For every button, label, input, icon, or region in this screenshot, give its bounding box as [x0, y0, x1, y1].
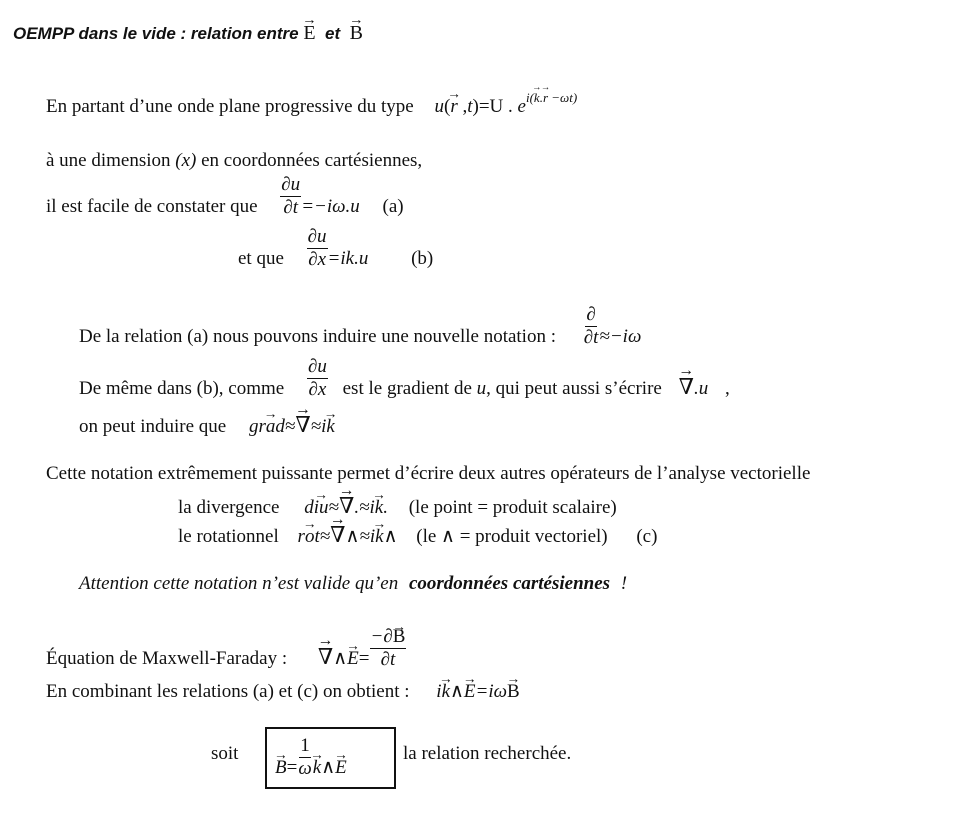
text-line-operators: Cette notation extrêmement puissante permet d’écrire deux autres opérateurs de l’analyse vectorielle — [46, 463, 811, 484]
minus-partial-b-partial-t: $\frac{-\partial\to B}{\partial t}$ — [370, 626, 407, 671]
text-line-relation-a: il est facile de constater que $\frac{\partial u}{\partial t}$ =−iω.u (a) — [46, 174, 404, 218]
text-line-maxwell-faraday: Équation de Maxwell-Faraday : → ∇∧→ E= $\frac{-\partial\to B}{\partial t}$ — [46, 626, 406, 671]
text-line-notation: De la relation (a) nous pouvons induire une nouvelle notation : $\frac{\partial}{\partial t}$ ≈−iω — [79, 304, 642, 348]
text-line-grad: on peut induire que gr→ ad≈→ ∇≈i→ k — [79, 412, 335, 438]
text-line-relation-b: et que $\frac{\partial u}{\partial x}$ =ik.u (b) — [238, 226, 434, 270]
result-formula: → B= $\frac{1}{\omega}$ → k∧→ E — [275, 735, 347, 780]
text-line-rotationnel: le rotationnel r→ ot≈→ ∇∧≈i→ k∧ (le ∧ = produit vectoriel) (c) — [178, 522, 657, 548]
e-vector-symbol: → E — [303, 22, 315, 45]
text-line-dimension: à une dimension (x) en coordonnées cartésiennes, — [46, 150, 423, 171]
page-title: OEMPP dans le vide : relation entre → E et → B — [13, 22, 363, 45]
partial-t-operator: $\frac{\partial}{\partial t}$ — [583, 304, 599, 348]
result-box — [265, 727, 396, 789]
text-line-combination: En combinant les relations (a) et (c) on obtient : i→ k∧→ E=iω→ B — [46, 680, 520, 703]
text-line-attention: Attention cette notation n’est valide qu’en coordonnées cartésiennes ! — [79, 573, 628, 594]
result-label-soit: soit — [211, 743, 239, 764]
text-line-gradient: De même dans (b), comme $\frac{\partial u}{\partial x}$ est le gradient de u, qui peut aussi s’écrire → ∇.u , — [79, 356, 730, 401]
result-label-relation: la relation recherchée. — [403, 743, 572, 764]
text-line-divergence: la divergence d→ iu≈→ ∇.≈i→ k. (le point = produit scalaire) — [178, 493, 617, 519]
partial-u-partial-x-2: $\frac{\partial u}{\partial x}$ — [307, 356, 327, 400]
text-line-wave: En partant d’une onde plane progressive du type u(→ r ,t)=U . $e^{i(\to k.\to r -\omega t)}$ — [46, 96, 577, 118]
wave-equation: u(→ r ,t)=U . $e^{i(\to k.\to r -\omega t)}$ — [435, 96, 578, 117]
b-vector-symbol: → B — [350, 22, 363, 45]
partial-u-partial-x: $\frac{\partial u}{\partial x}$ — [307, 226, 327, 270]
partial-u-partial-t: $\frac{\partial u}{\partial t}$ — [281, 174, 301, 218]
